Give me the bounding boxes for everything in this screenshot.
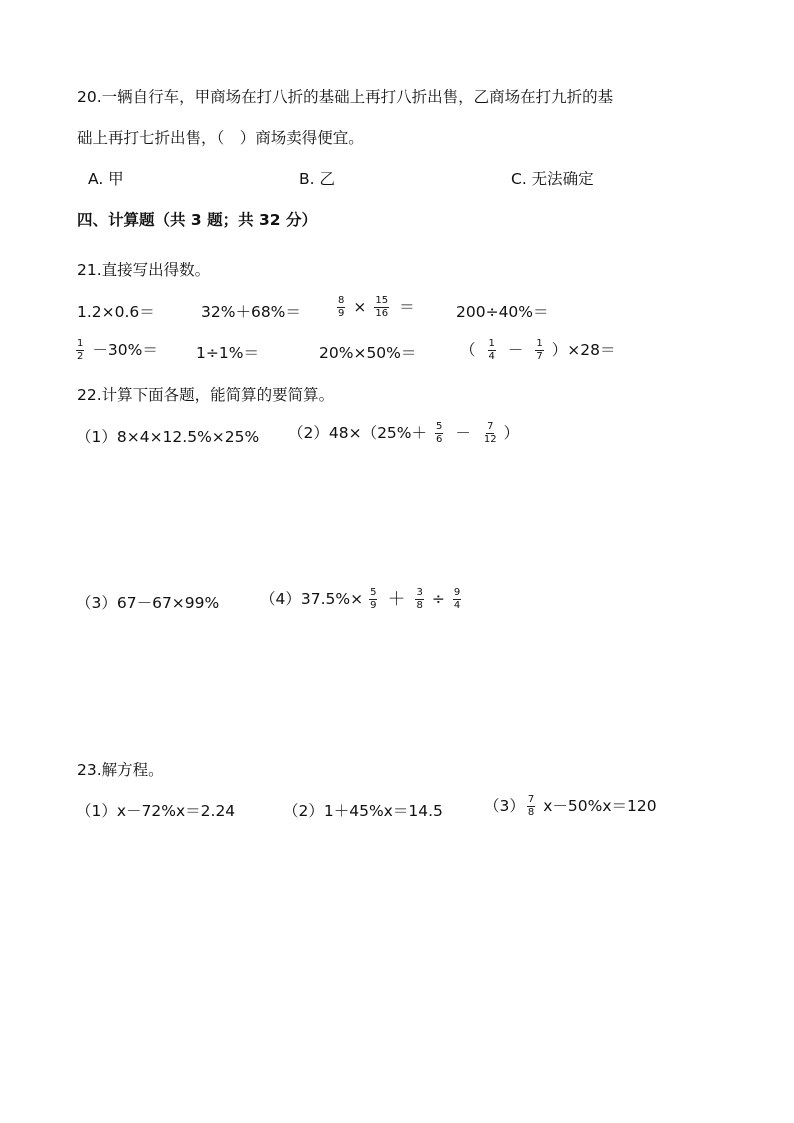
q21-item-8: （ $\frac{1}{4}$ － $\frac{1}{7}$ ）×28＝ (460, 338, 616, 362)
q22-part-4: （4）37.5%× $\frac{5}{9}$ ＋ $\frac{3}{8}$ ÷ $\frac{9}{4}$ (260, 587, 461, 611)
q23-title: 23.解方程。 (77, 761, 164, 779)
fraction: $\frac{1}{4}$ (488, 338, 495, 362)
q20-line2: 础上再打七折出售，（ ）商场卖得便宜。 (77, 129, 364, 147)
fraction: $\frac{9}{4}$ (453, 587, 461, 611)
fraction: $\frac{8}{9}$ (338, 295, 345, 319)
q21-item-3: $\frac{8}{9}$ × $\frac{15}{16}$ ＝ (338, 295, 415, 319)
q20-line1: 20.一辆自行车，甲商场在打八折的基础上再打八折出售，乙商场在打九折的基 (77, 88, 614, 106)
q21-item-2: 32%＋68%＝ (201, 303, 301, 321)
q22-part-1: （1）8×4×12.5%×25% (76, 428, 260, 446)
q22-part-3: （3）67－67×99% (76, 594, 220, 612)
q20-option-c: C. 无法确定 (511, 170, 594, 188)
q21-item-1: 1.2×0.6＝ (77, 303, 155, 321)
q20-option-b: B. 乙 (299, 170, 335, 188)
section-heading: 四、计算题（共 3 题；共 32 分） (77, 211, 317, 229)
q21-item-7: 20%×50%＝ (319, 344, 417, 362)
fraction: $\frac{15}{16}$ (375, 295, 389, 319)
q21-item-4: 200÷40%＝ (456, 303, 549, 321)
q22-part-2: （2）48×（25%＋ $\frac{5}{6}$ － $\frac{7}{12}$ ） (288, 421, 520, 445)
fraction: $\frac{5}{6}$ (436, 421, 443, 445)
fraction: $\frac{7}{12}$ (483, 421, 497, 445)
q20-option-a: A. 甲 (88, 170, 124, 188)
fraction: $\frac{3}{8}$ (416, 587, 423, 611)
fraction: $\frac{1}{7}$ (536, 338, 543, 362)
q21-item-6: 1÷1%＝ (196, 344, 259, 362)
q21-item-5: $\frac{1}{2}$ －30%＝ (77, 338, 158, 362)
fraction: $\frac{5}{9}$ (370, 587, 377, 611)
fraction: $\frac{7}{8}$ (527, 794, 535, 818)
fraction: $\frac{1}{2}$ (77, 338, 84, 362)
q23-part-2: （2）1＋45%x＝14.5 (283, 802, 443, 820)
q23-part-3: （3） $\frac{7}{8}$ x－50%x＝120 (484, 794, 657, 818)
q23-part-1: （1）x－72%x＝2.24 (76, 802, 236, 820)
q22-title: 22.计算下面各题，能简算的要简算。 (77, 386, 335, 404)
q21-title: 21.直接写出得数。 (77, 261, 211, 279)
